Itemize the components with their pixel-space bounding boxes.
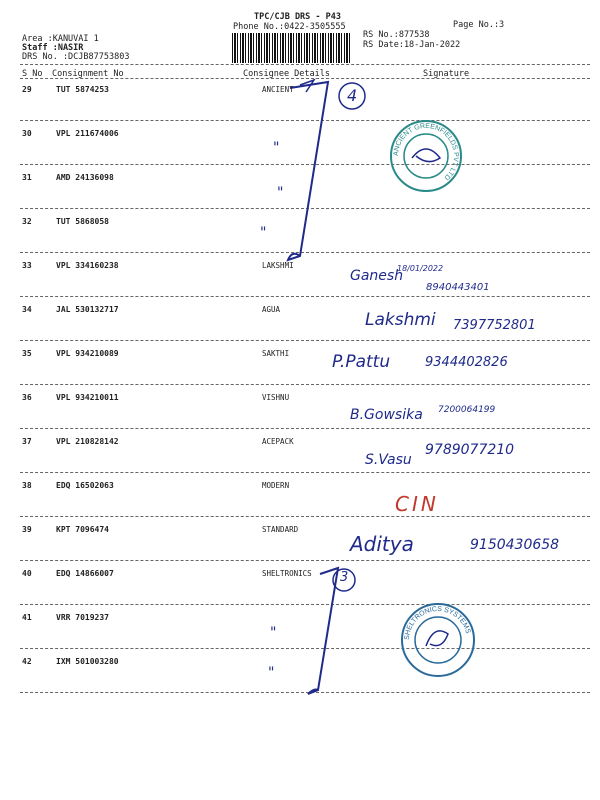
company-stamp-top-icon bbox=[388, 118, 464, 194]
svg-text:SHELTRONICS SYSTEMS: SHELTRONICS SYSTEMS bbox=[403, 605, 472, 641]
row-sno: 38 bbox=[22, 481, 32, 490]
page-number: Page No.:3 bbox=[453, 20, 505, 30]
row-consignment-no: IXM 501003280 bbox=[56, 657, 119, 666]
row-consignee: ANCIENT bbox=[262, 85, 294, 94]
row-consignment-no: KPT 7096474 bbox=[56, 525, 109, 534]
signature-34-phone: 7397752801 bbox=[453, 318, 536, 333]
row-sno: 30 bbox=[22, 129, 32, 138]
row-sno: 36 bbox=[22, 393, 32, 402]
row-consignment-no: TUT 5868058 bbox=[56, 217, 109, 226]
row-sno: 32 bbox=[22, 217, 32, 226]
phone-number: Phone No.:0422-3505555 bbox=[233, 22, 346, 32]
row-sno: 41 bbox=[22, 613, 32, 622]
row-divider bbox=[20, 384, 590, 385]
document-title: TPC/CJB DRS - P43 bbox=[254, 12, 341, 22]
ditto-41: " bbox=[270, 625, 277, 641]
row-consignee: STANDARD bbox=[262, 525, 299, 534]
row-divider bbox=[20, 516, 590, 517]
signature-34: Lakshmi bbox=[365, 310, 436, 330]
row-consignment-no: VPL 934210089 bbox=[56, 349, 119, 358]
row-consignee: ACEPACK bbox=[262, 437, 294, 446]
ditto-30: " bbox=[273, 140, 280, 156]
row-sno: 35 bbox=[22, 349, 32, 358]
signature-36: B.Gowsika bbox=[350, 407, 423, 423]
row-divider bbox=[20, 428, 590, 429]
col-consignment: Consignment No bbox=[52, 69, 124, 79]
area-label: Area :KANUVAI 1 bbox=[22, 34, 99, 44]
row-consignee: SAKTHI bbox=[262, 349, 290, 358]
row-sno: 37 bbox=[22, 437, 32, 446]
row-sno: 29 bbox=[22, 85, 32, 94]
row-consignment-no: VRR 7019237 bbox=[56, 613, 109, 622]
row-sno: 33 bbox=[22, 261, 32, 270]
barcode bbox=[232, 33, 352, 63]
row-consignment-no: VPL 334160238 bbox=[56, 261, 119, 270]
header-divider-top bbox=[20, 64, 590, 65]
row-consignment-no: VPL 934210011 bbox=[56, 393, 119, 402]
col-signature: Signature bbox=[423, 69, 470, 79]
signature-39-phone: 9150430658 bbox=[470, 537, 560, 553]
signature-33-name: Ganesh bbox=[350, 268, 404, 284]
row-sno: 42 bbox=[22, 657, 32, 666]
row-sno: 34 bbox=[22, 305, 32, 314]
drs-number: DRS No. :DCJB87753803 bbox=[22, 52, 130, 62]
signature-36-phone: 7200064199 bbox=[438, 405, 496, 415]
col-consignee: Consignee Details bbox=[243, 69, 330, 79]
staff-label: Staff :NASIR bbox=[22, 43, 84, 53]
signature-39: Aditya bbox=[350, 532, 414, 556]
row-consignment-no: AMD 24136098 bbox=[56, 173, 114, 182]
row-sno: 40 bbox=[22, 569, 32, 578]
row-consignee: LAKSHMI bbox=[262, 261, 294, 270]
count-bottom: 3 bbox=[340, 570, 349, 585]
svg-text:ANCIENT GREENFIELDS PVT LTD: ANCIENT GREENFIELDS PVT LTD bbox=[392, 122, 460, 182]
ditto-42: " bbox=[268, 665, 275, 681]
row-consignee: SHELTRONICS bbox=[262, 569, 312, 578]
signature-37: S.Vasu bbox=[365, 452, 412, 468]
signature-33-phone: 8940443401 bbox=[426, 282, 490, 293]
rs-date: RS Date:18-Jan-2022 bbox=[363, 40, 461, 50]
bracket-bottom-icon bbox=[296, 560, 366, 710]
row-consignee: AGUA bbox=[262, 305, 281, 314]
row-consignment-no: JAL 530132717 bbox=[56, 305, 119, 314]
row-consignee: MODERN bbox=[262, 481, 290, 490]
row-consignment-no: VPL 210828142 bbox=[56, 437, 119, 446]
signature-35-phone: 9344402826 bbox=[425, 355, 508, 370]
row-divider bbox=[20, 340, 590, 341]
row-consignment-no: VPL 211674006 bbox=[56, 129, 119, 138]
row-sno: 31 bbox=[22, 173, 32, 182]
row-consignment-no: TUT 5874253 bbox=[56, 85, 109, 94]
row-divider bbox=[20, 472, 590, 473]
rs-number: RS No.:877538 bbox=[363, 30, 430, 40]
signature-35: P.Pattu bbox=[332, 352, 391, 372]
signature-33-date: 18/01/2022 bbox=[397, 264, 444, 273]
signature-38-cin: CIN bbox=[395, 492, 439, 516]
count-top: 4 bbox=[347, 86, 358, 105]
company-stamp-bottom-icon bbox=[398, 600, 478, 680]
signature-37-phone: 9789077210 bbox=[425, 442, 515, 458]
row-sno: 39 bbox=[22, 525, 32, 534]
col-sno: S No bbox=[22, 69, 43, 79]
row-consignee: VISHNU bbox=[262, 393, 290, 402]
ditto-31: " bbox=[277, 185, 284, 201]
row-consignment-no: EDQ 14866007 bbox=[56, 569, 114, 578]
bracket-top-icon bbox=[270, 70, 380, 270]
ditto-32: " bbox=[260, 225, 267, 241]
row-consignment-no: EDQ 16502063 bbox=[56, 481, 114, 490]
row-divider bbox=[20, 296, 590, 297]
